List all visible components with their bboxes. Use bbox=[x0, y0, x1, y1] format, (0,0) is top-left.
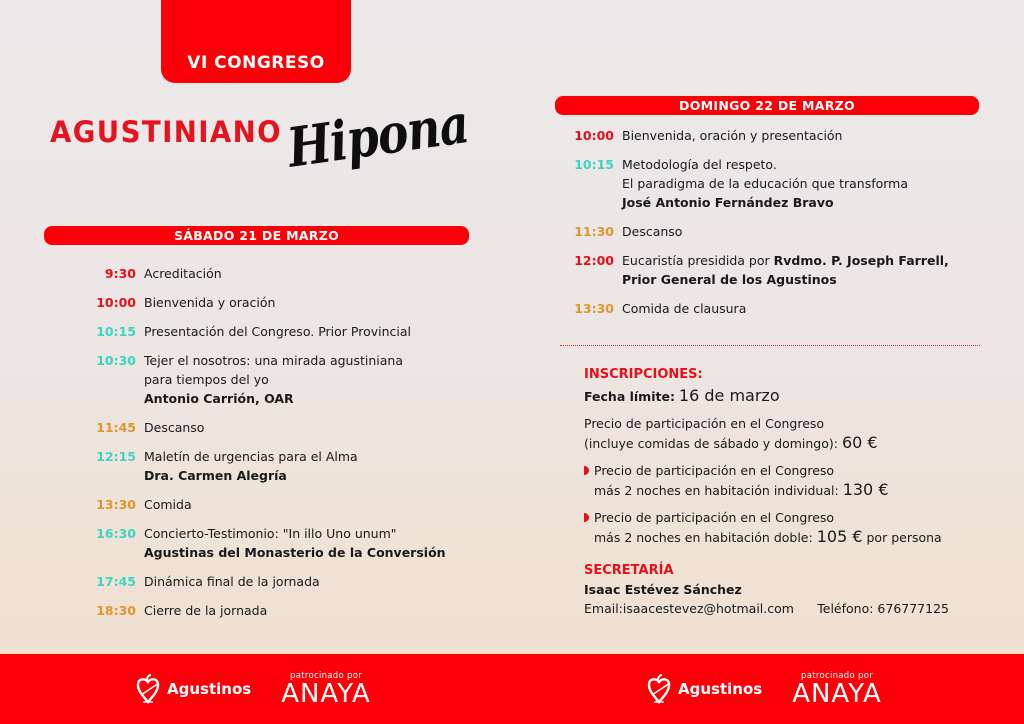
schedule-description bbox=[144, 524, 446, 562]
schedule-description bbox=[144, 495, 192, 514]
deadline-value: 16 de marzo bbox=[678, 386, 780, 405]
heart-icon bbox=[135, 673, 161, 705]
schedule-line: El paradigma de la educación que transforma bbox=[622, 176, 909, 191]
schedule-line: Comida bbox=[144, 497, 192, 512]
schedule-item bbox=[92, 322, 446, 341]
secretaria-title: SECRETARÍA bbox=[584, 563, 674, 578]
schedule-time: 17:45 bbox=[96, 574, 136, 589]
schedule-time: 10:30 bbox=[96, 353, 136, 368]
schedule-line: Comida de clausura bbox=[622, 301, 747, 316]
schedule-speaker: Dra. Carmen Alegría bbox=[144, 468, 287, 483]
schedule-description bbox=[622, 155, 908, 212]
heart-icon bbox=[646, 673, 672, 705]
bullet-icon bbox=[584, 513, 589, 522]
congress-edition-label: VI CONGRESO bbox=[187, 53, 325, 73]
schedule-speaker: José Antonio Fernández Bravo bbox=[622, 195, 834, 210]
schedule-line: Presentación del Congreso. Prior Provincial bbox=[144, 324, 411, 339]
title-script: Hipona bbox=[283, 91, 473, 180]
schedule-description bbox=[622, 251, 949, 289]
footer-logos-right bbox=[646, 654, 882, 724]
schedule-line: Tejer el nosotros: una mirada agustiniana bbox=[144, 353, 403, 368]
schedule-line: Bienvenida, oración y presentación bbox=[622, 128, 843, 143]
schedule-time: 12:15 bbox=[96, 449, 136, 464]
price-double-line2: más 2 noches en habitación doble: bbox=[594, 530, 813, 545]
sponsor-name: ANAYA bbox=[792, 679, 882, 709]
deadline bbox=[584, 386, 984, 406]
sunday-schedule bbox=[570, 126, 949, 328]
price-double-value: 105 € bbox=[816, 527, 863, 546]
schedule-time: 11:45 bbox=[96, 420, 136, 435]
schedule-item bbox=[570, 155, 949, 212]
contact-row bbox=[584, 599, 949, 618]
schedule-description bbox=[144, 418, 204, 437]
sponsor-label: patrocinado por bbox=[290, 671, 362, 681]
bullet-icon bbox=[584, 466, 589, 475]
schedule-item bbox=[92, 351, 446, 408]
schedule-line: Metodología del respeto. bbox=[622, 157, 777, 172]
agustinos-logo bbox=[646, 673, 762, 705]
price-basic-value: 60 € bbox=[841, 433, 878, 452]
agustinos-text: Agustinos bbox=[167, 680, 252, 698]
schedule-description bbox=[144, 322, 411, 341]
price-individual bbox=[584, 461, 984, 500]
sponsor-name: ANAYA bbox=[281, 679, 371, 709]
schedule-time: 12:00 bbox=[574, 253, 614, 268]
schedule-description bbox=[622, 299, 746, 318]
sunday-day-label: DOMINGO 22 DE MARZO bbox=[679, 98, 855, 113]
schedule-item bbox=[92, 418, 446, 437]
schedule-description bbox=[144, 601, 267, 620]
anaya-logo bbox=[792, 671, 882, 707]
schedule-description bbox=[144, 351, 403, 408]
schedule-item bbox=[92, 601, 446, 620]
schedule-time: 16:30 bbox=[96, 526, 136, 541]
secretaria-name: Isaac Estévez Sánchez bbox=[584, 582, 742, 597]
price-basic-line2: (incluye comidas de sábado y domingo): bbox=[584, 436, 838, 451]
schedule-line: Concierto-Testimonio: "In illo Uno unum" bbox=[144, 526, 397, 541]
schedule-speaker: Antonio Carrión, OAR bbox=[144, 391, 294, 406]
section-divider bbox=[560, 345, 980, 346]
price-basic bbox=[584, 414, 984, 453]
schedule-item bbox=[570, 251, 949, 289]
inscriptions-title: INSCRIPCIONES: bbox=[584, 367, 703, 382]
sponsor-label: patrocinado por bbox=[801, 671, 873, 681]
schedule-time: 9:30 bbox=[104, 266, 136, 281]
schedule-item bbox=[92, 293, 446, 312]
sunday-day-bar bbox=[555, 96, 979, 115]
schedule-line: para tiempos del yo bbox=[144, 372, 269, 387]
schedule-item bbox=[570, 126, 949, 145]
title-main: AGUSTINIANO bbox=[50, 115, 282, 149]
price-basic-line1: Precio de participación en el Congreso bbox=[584, 416, 825, 431]
phone-number: Teléfono: 676777125 bbox=[817, 601, 949, 616]
saturday-schedule bbox=[92, 264, 446, 630]
schedule-item bbox=[570, 222, 949, 241]
schedule-time: 18:30 bbox=[96, 603, 136, 618]
schedule-line bbox=[622, 251, 949, 270]
schedule-item bbox=[92, 572, 446, 591]
schedule-line: Cierre de la jornada bbox=[144, 603, 268, 618]
price-individual-value: 130 € bbox=[842, 480, 889, 499]
schedule-speaker: Rvdmo. P. Joseph Farrell, bbox=[773, 253, 949, 268]
agustinos-text: Agustinos bbox=[678, 680, 763, 698]
schedule-time: 10:15 bbox=[96, 324, 136, 339]
footer-logos-left bbox=[135, 654, 371, 724]
congress-edition-tab bbox=[161, 0, 351, 83]
email-link[interactable]: Email:isaacestevez@hotmail.com bbox=[584, 601, 794, 616]
price-individual-line2: más 2 noches en habitación individual: bbox=[594, 483, 839, 498]
schedule-description bbox=[144, 447, 358, 485]
inscriptions-section bbox=[584, 365, 984, 618]
schedule-speaker: Prior General de los Agustinos bbox=[622, 272, 837, 287]
price-double-suffix: por persona bbox=[866, 530, 942, 545]
schedule-item bbox=[92, 495, 446, 514]
schedule-item bbox=[570, 299, 949, 318]
schedule-line: Dinámica final de la jornada bbox=[144, 574, 320, 589]
schedule-line: Descanso bbox=[622, 224, 683, 239]
schedule-time: 11:30 bbox=[574, 224, 614, 239]
schedule-description bbox=[144, 264, 222, 283]
schedule-line: Descanso bbox=[144, 420, 205, 435]
schedule-description bbox=[144, 293, 275, 312]
price-double-line1: Precio de participación en el Congreso bbox=[594, 510, 835, 525]
price-individual-line1: Precio de participación en el Congreso bbox=[594, 463, 835, 478]
schedule-item bbox=[92, 524, 446, 562]
saturday-day-bar bbox=[44, 226, 469, 245]
schedule-time: 10:00 bbox=[574, 128, 614, 143]
schedule-time: 10:15 bbox=[574, 157, 614, 172]
schedule-text: Eucaristía presidida por bbox=[622, 253, 774, 268]
schedule-line: Maletín de urgencias para el Alma bbox=[144, 449, 358, 464]
footer-bar bbox=[0, 654, 1024, 724]
schedule-description bbox=[622, 222, 682, 241]
anaya-logo bbox=[281, 671, 371, 707]
price-double bbox=[584, 508, 984, 547]
saturday-day-label: SÁBADO 21 DE MARZO bbox=[173, 228, 340, 243]
schedule-description bbox=[144, 572, 320, 591]
schedule-item bbox=[92, 447, 446, 485]
schedule-line: Acreditación bbox=[144, 266, 222, 281]
agustinos-logo bbox=[135, 673, 251, 705]
schedule-line: Bienvenida y oración bbox=[144, 295, 276, 310]
schedule-time: 13:30 bbox=[574, 301, 614, 316]
schedule-speaker: Agustinas del Monasterio de la Conversión bbox=[144, 545, 446, 560]
deadline-label: Fecha límite: bbox=[584, 389, 675, 404]
schedule-item bbox=[92, 264, 446, 283]
schedule-time: 13:30 bbox=[96, 497, 136, 512]
schedule-description bbox=[622, 126, 842, 145]
schedule-time: 10:00 bbox=[96, 295, 136, 310]
secretaria-section bbox=[584, 561, 984, 618]
